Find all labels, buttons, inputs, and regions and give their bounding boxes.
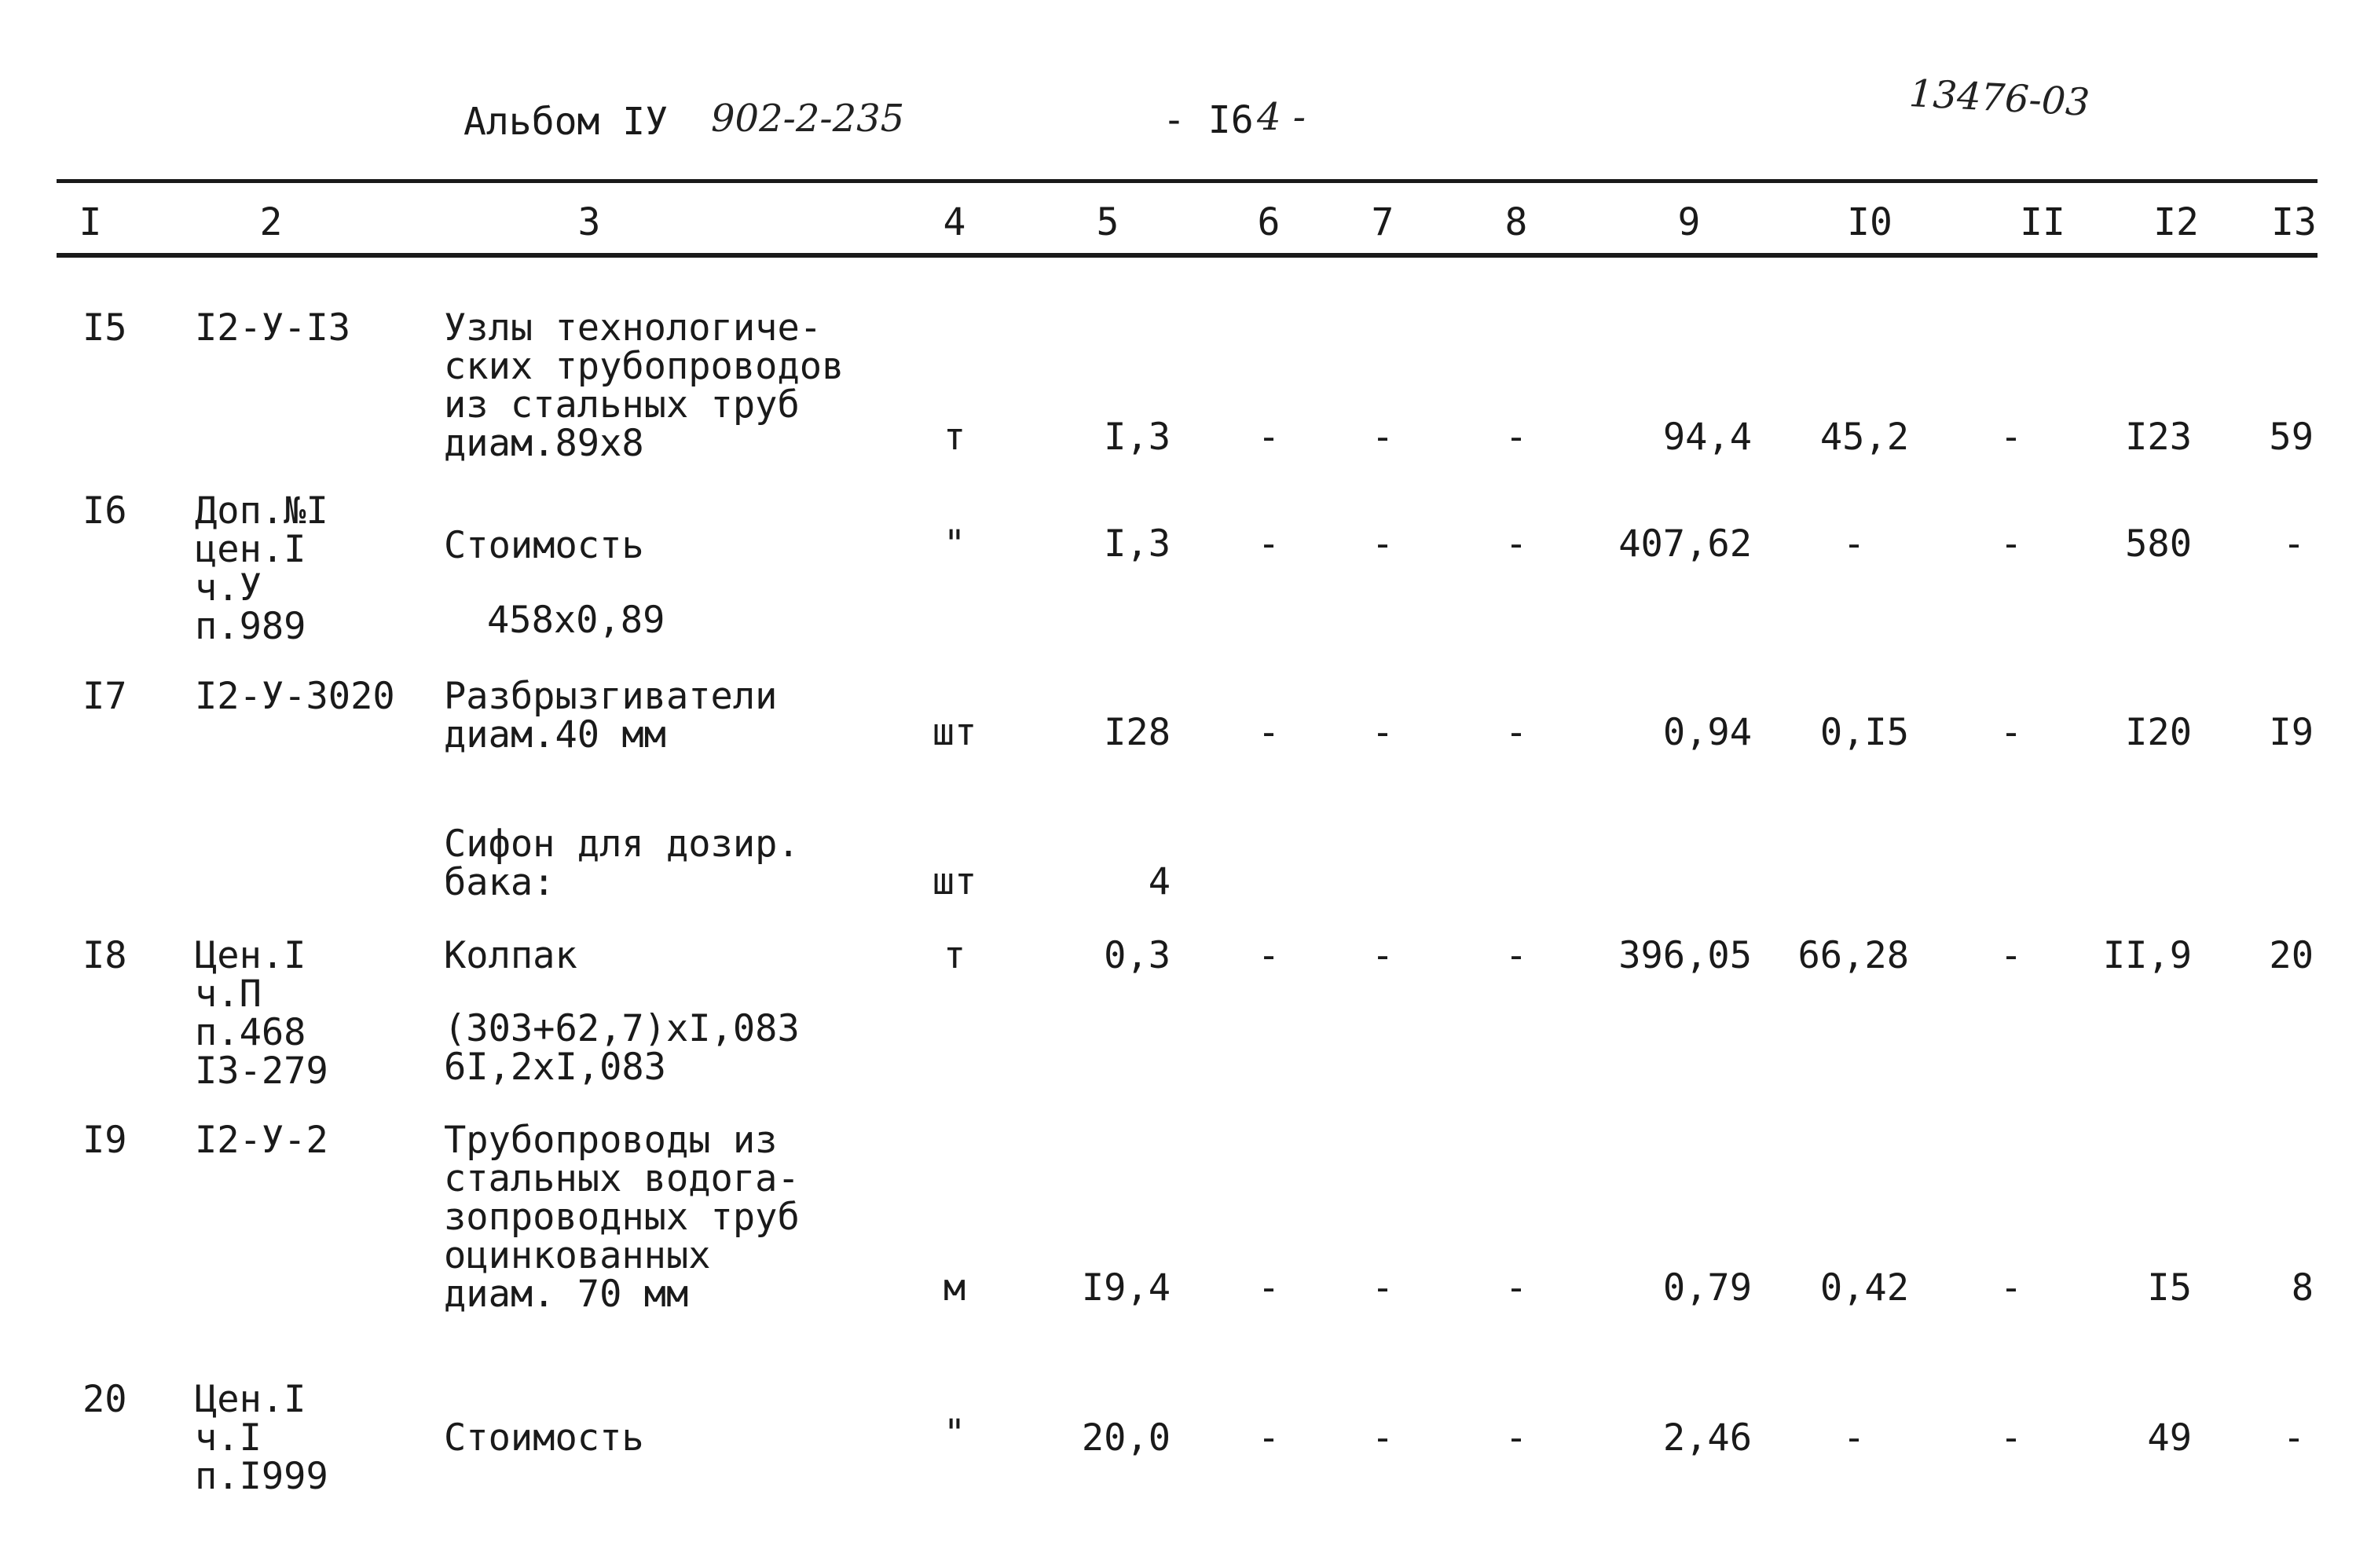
column-header: 5 [1096, 200, 1119, 244]
col-9: 396,05 [1618, 934, 1752, 977]
col-13: - [2282, 522, 2306, 566]
column-header: II [2020, 200, 2065, 244]
col-8: - [1504, 934, 1528, 977]
row-number: I9 [82, 1119, 127, 1162]
rate-code: Цен.I ч.П п.468 I3-279 [195, 934, 328, 1093]
album-title: Альбом IУ [464, 100, 669, 144]
work-description: Трубопроводы из стальных водога- зопроводных труб оцинкованных диам. 70 мм [444, 1119, 800, 1316]
page-number-handwritten: 4 - [1257, 95, 1306, 139]
col-8: - [1504, 416, 1528, 459]
quantity: 4 [1148, 860, 1171, 903]
col-10: 0,42 [1819, 1266, 1909, 1310]
column-header: 7 [1371, 200, 1394, 244]
row-number: I8 [82, 934, 127, 977]
column-header: 6 [1257, 200, 1281, 244]
col-12: 49 [2147, 1416, 2192, 1460]
quantity: I9,4 [1081, 1266, 1171, 1310]
col-8: - [1504, 1266, 1528, 1310]
unit: шт [932, 711, 977, 754]
col-11: - [1999, 1266, 2023, 1310]
col-6: - [1257, 416, 1281, 459]
column-header: 9 [1677, 200, 1701, 244]
unit: " [943, 522, 966, 566]
col-6: - [1257, 1416, 1281, 1460]
col-7: - [1371, 934, 1394, 977]
col-10: - [1842, 1416, 1866, 1460]
col-8: - [1504, 1416, 1528, 1460]
column-header: 4 [943, 200, 966, 244]
col-12: II,9 [2102, 934, 2192, 977]
rate-code: Доп.№I цен.I ч.У п.989 [195, 489, 328, 648]
row-number: I5 [82, 306, 127, 350]
unit: м [943, 1266, 966, 1310]
work-description: Узлы технологиче- ских трубопроводов из стальных труб диам.89х8 [444, 306, 845, 465]
col-12: I23 [2125, 416, 2192, 459]
column-header: I [79, 200, 102, 244]
work-description: Разбрызгиватели диам.40 мм [444, 675, 778, 757]
col-7: - [1371, 1266, 1394, 1310]
column-header: 2 [259, 200, 283, 244]
col-7: - [1371, 711, 1394, 754]
calculation-note: 458х0,89 [487, 599, 665, 642]
calculation-note: (303+62,7)хI,083 6I,2хI,083 [444, 1007, 800, 1089]
col-11: - [1999, 522, 2023, 566]
col-6: - [1257, 1266, 1281, 1310]
rate-code: Цен.I ч.I п.I999 [195, 1378, 328, 1498]
col-9: 94,4 [1662, 416, 1752, 459]
page-number: - I6 [1163, 98, 1254, 142]
rate-code: I2-У-I3 [195, 306, 351, 350]
rate-code: I2-У-3020 [195, 675, 395, 718]
col-12: I20 [2125, 711, 2192, 754]
col-6: - [1257, 934, 1281, 977]
col-11: - [1999, 711, 2023, 754]
unit: т [943, 416, 966, 459]
work-description: Колпак [444, 934, 577, 977]
col-6: - [1257, 711, 1281, 754]
col-6: - [1257, 522, 1281, 566]
col-13: I9 [2269, 711, 2314, 754]
row-number: 20 [82, 1378, 127, 1421]
col-7: - [1371, 416, 1394, 459]
row-number: I7 [82, 675, 127, 718]
col-9: 0,94 [1662, 711, 1752, 754]
col-13: 20 [2269, 934, 2314, 977]
col-9: 407,62 [1618, 522, 1752, 566]
quantity: I,3 [1104, 416, 1171, 459]
col-13: - [2282, 1416, 2306, 1460]
work-description: Стоимость [444, 524, 644, 567]
unit: т [943, 934, 966, 977]
col-7: - [1371, 522, 1394, 566]
rate-code: I2-У-2 [195, 1119, 328, 1162]
project-code: 902-2-235 [711, 97, 905, 141]
column-header: 3 [577, 200, 601, 244]
column-header: I3 [2271, 200, 2317, 244]
col-12: 580 [2125, 522, 2192, 566]
col-8: - [1504, 522, 1528, 566]
header-bottom-rule [57, 253, 2318, 258]
work-description: Сифон для дозир. бака: [444, 822, 800, 904]
work-description: Стоимость [444, 1416, 644, 1460]
col-10: 45,2 [1819, 416, 1909, 459]
column-header: 8 [1504, 200, 1528, 244]
quantity: 20,0 [1081, 1416, 1171, 1460]
col-8: - [1504, 711, 1528, 754]
col-9: 2,46 [1662, 1416, 1752, 1460]
unit: шт [932, 860, 977, 903]
quantity: 0,3 [1104, 934, 1171, 977]
col-9: 0,79 [1662, 1266, 1752, 1310]
col-13: 59 [2269, 416, 2314, 459]
quantity: I28 [1104, 711, 1171, 754]
col-7: - [1371, 1416, 1394, 1460]
col-11: - [1999, 934, 2023, 977]
col-12: I5 [2147, 1266, 2192, 1310]
document-number: 13476-03 [1907, 71, 2091, 125]
row-number: I6 [82, 489, 127, 533]
col-11: - [1999, 1416, 2023, 1460]
col-11: - [1999, 416, 2023, 459]
col-10: 0,I5 [1819, 711, 1909, 754]
col-10: 66,28 [1797, 934, 1909, 977]
column-header: I0 [1847, 200, 1893, 244]
col-10: - [1842, 522, 1866, 566]
column-header: I2 [2153, 200, 2199, 244]
header-top-rule [57, 179, 2318, 183]
col-13: 8 [2291, 1266, 2314, 1310]
quantity: I,3 [1104, 522, 1171, 566]
unit: " [943, 1412, 966, 1455]
